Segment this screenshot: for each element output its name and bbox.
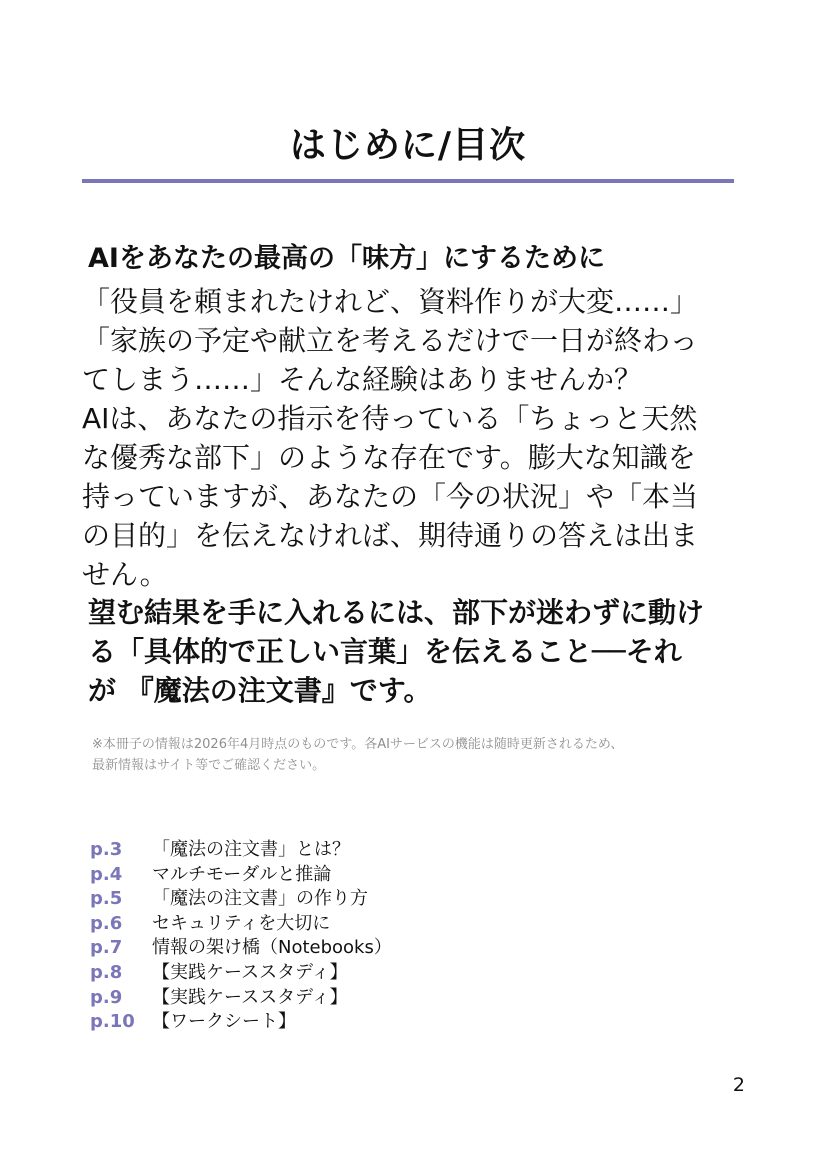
toc-item[interactable]: [90, 961, 510, 986]
toc-item[interactable]: [90, 912, 510, 937]
toc-item[interactable]: [90, 936, 510, 961]
emphasis-line: が 『魔法の注文書』です。: [88, 674, 432, 707]
emphasis-line: る「具体的で正しい言葉」を伝えること──それ: [88, 635, 682, 668]
page-number: 2: [732, 1074, 745, 1096]
toc-item-title: 【ワークシート】: [152, 1011, 296, 1033]
intro-body-line: AIは、あなたの指示を待っている「ちょっと天然: [82, 402, 698, 435]
table-of-contents: [90, 838, 510, 1035]
toc-item-title: 「魔法の注文書」の作り方: [152, 888, 368, 910]
toc-page-number: p.10: [90, 1011, 135, 1033]
note-line: ※本冊子の情報は2026年4月時点のものです。各AIサービスの機能は随時更新されるため、: [92, 737, 624, 752]
toc-item-title: 【実践ケーススタディ】: [152, 961, 348, 983]
disclaimer-note: [92, 734, 742, 776]
toc-page-number: p.5: [90, 888, 123, 910]
toc-item[interactable]: [90, 986, 510, 1011]
intro-body-line: 「家族の予定や献立を考えるだけで一日が終わっ: [82, 324, 698, 357]
toc-item[interactable]: [90, 838, 510, 863]
intro-body-line: な優秀な部下」のような存在です。膨大な知識を: [82, 441, 696, 474]
toc-page-number: p.7: [90, 937, 123, 959]
intro-body-line: せん。: [82, 558, 168, 591]
toc-page-number: p.9: [90, 986, 123, 1008]
note-line: 最新情報はサイト等でご確認ください。: [92, 758, 326, 773]
intro-body: [82, 282, 752, 594]
toc-item-title: 【実践ケーススタディ】: [152, 986, 348, 1008]
intro-body-line: てしまう……」そんな経験はありませんか？: [82, 363, 643, 396]
toc-item-title: マルチモーダルと推論: [152, 863, 332, 885]
toc-item[interactable]: [90, 887, 510, 912]
toc-item-title: 「魔法の注文書」とは？: [152, 839, 350, 860]
toc-page-number: p.3: [90, 839, 123, 860]
title-divider: [82, 179, 734, 183]
intro-emphasis: [88, 593, 754, 710]
emphasis-line: 望む結果を手に入れるには、部下が迷わずに動け: [88, 596, 705, 629]
intro-body-line: 持っていますが、あなたの「今の状況」や「本当: [82, 480, 699, 513]
intro-heading: AIをあなたの最高の「味方」にするために: [88, 243, 605, 274]
page-title: はじめに/目次: [289, 125, 527, 166]
toc-item[interactable]: [90, 1010, 510, 1035]
toc-page-number: p.6: [90, 912, 123, 934]
toc-page-number: p.8: [90, 961, 123, 983]
toc-item[interactable]: [90, 863, 510, 888]
toc-page-number: p.4: [90, 863, 123, 885]
intro-body-line: の目的」を伝えなければ、期待通りの答えは出ま: [82, 519, 699, 552]
intro-body-line: 「役員を頼まれたけれど、資料作りが大変……」: [82, 285, 699, 318]
toc-item-title: セキュリティを大切に: [152, 912, 331, 934]
toc-item-title: 情報の架け橋（Notebooks）: [152, 937, 392, 959]
